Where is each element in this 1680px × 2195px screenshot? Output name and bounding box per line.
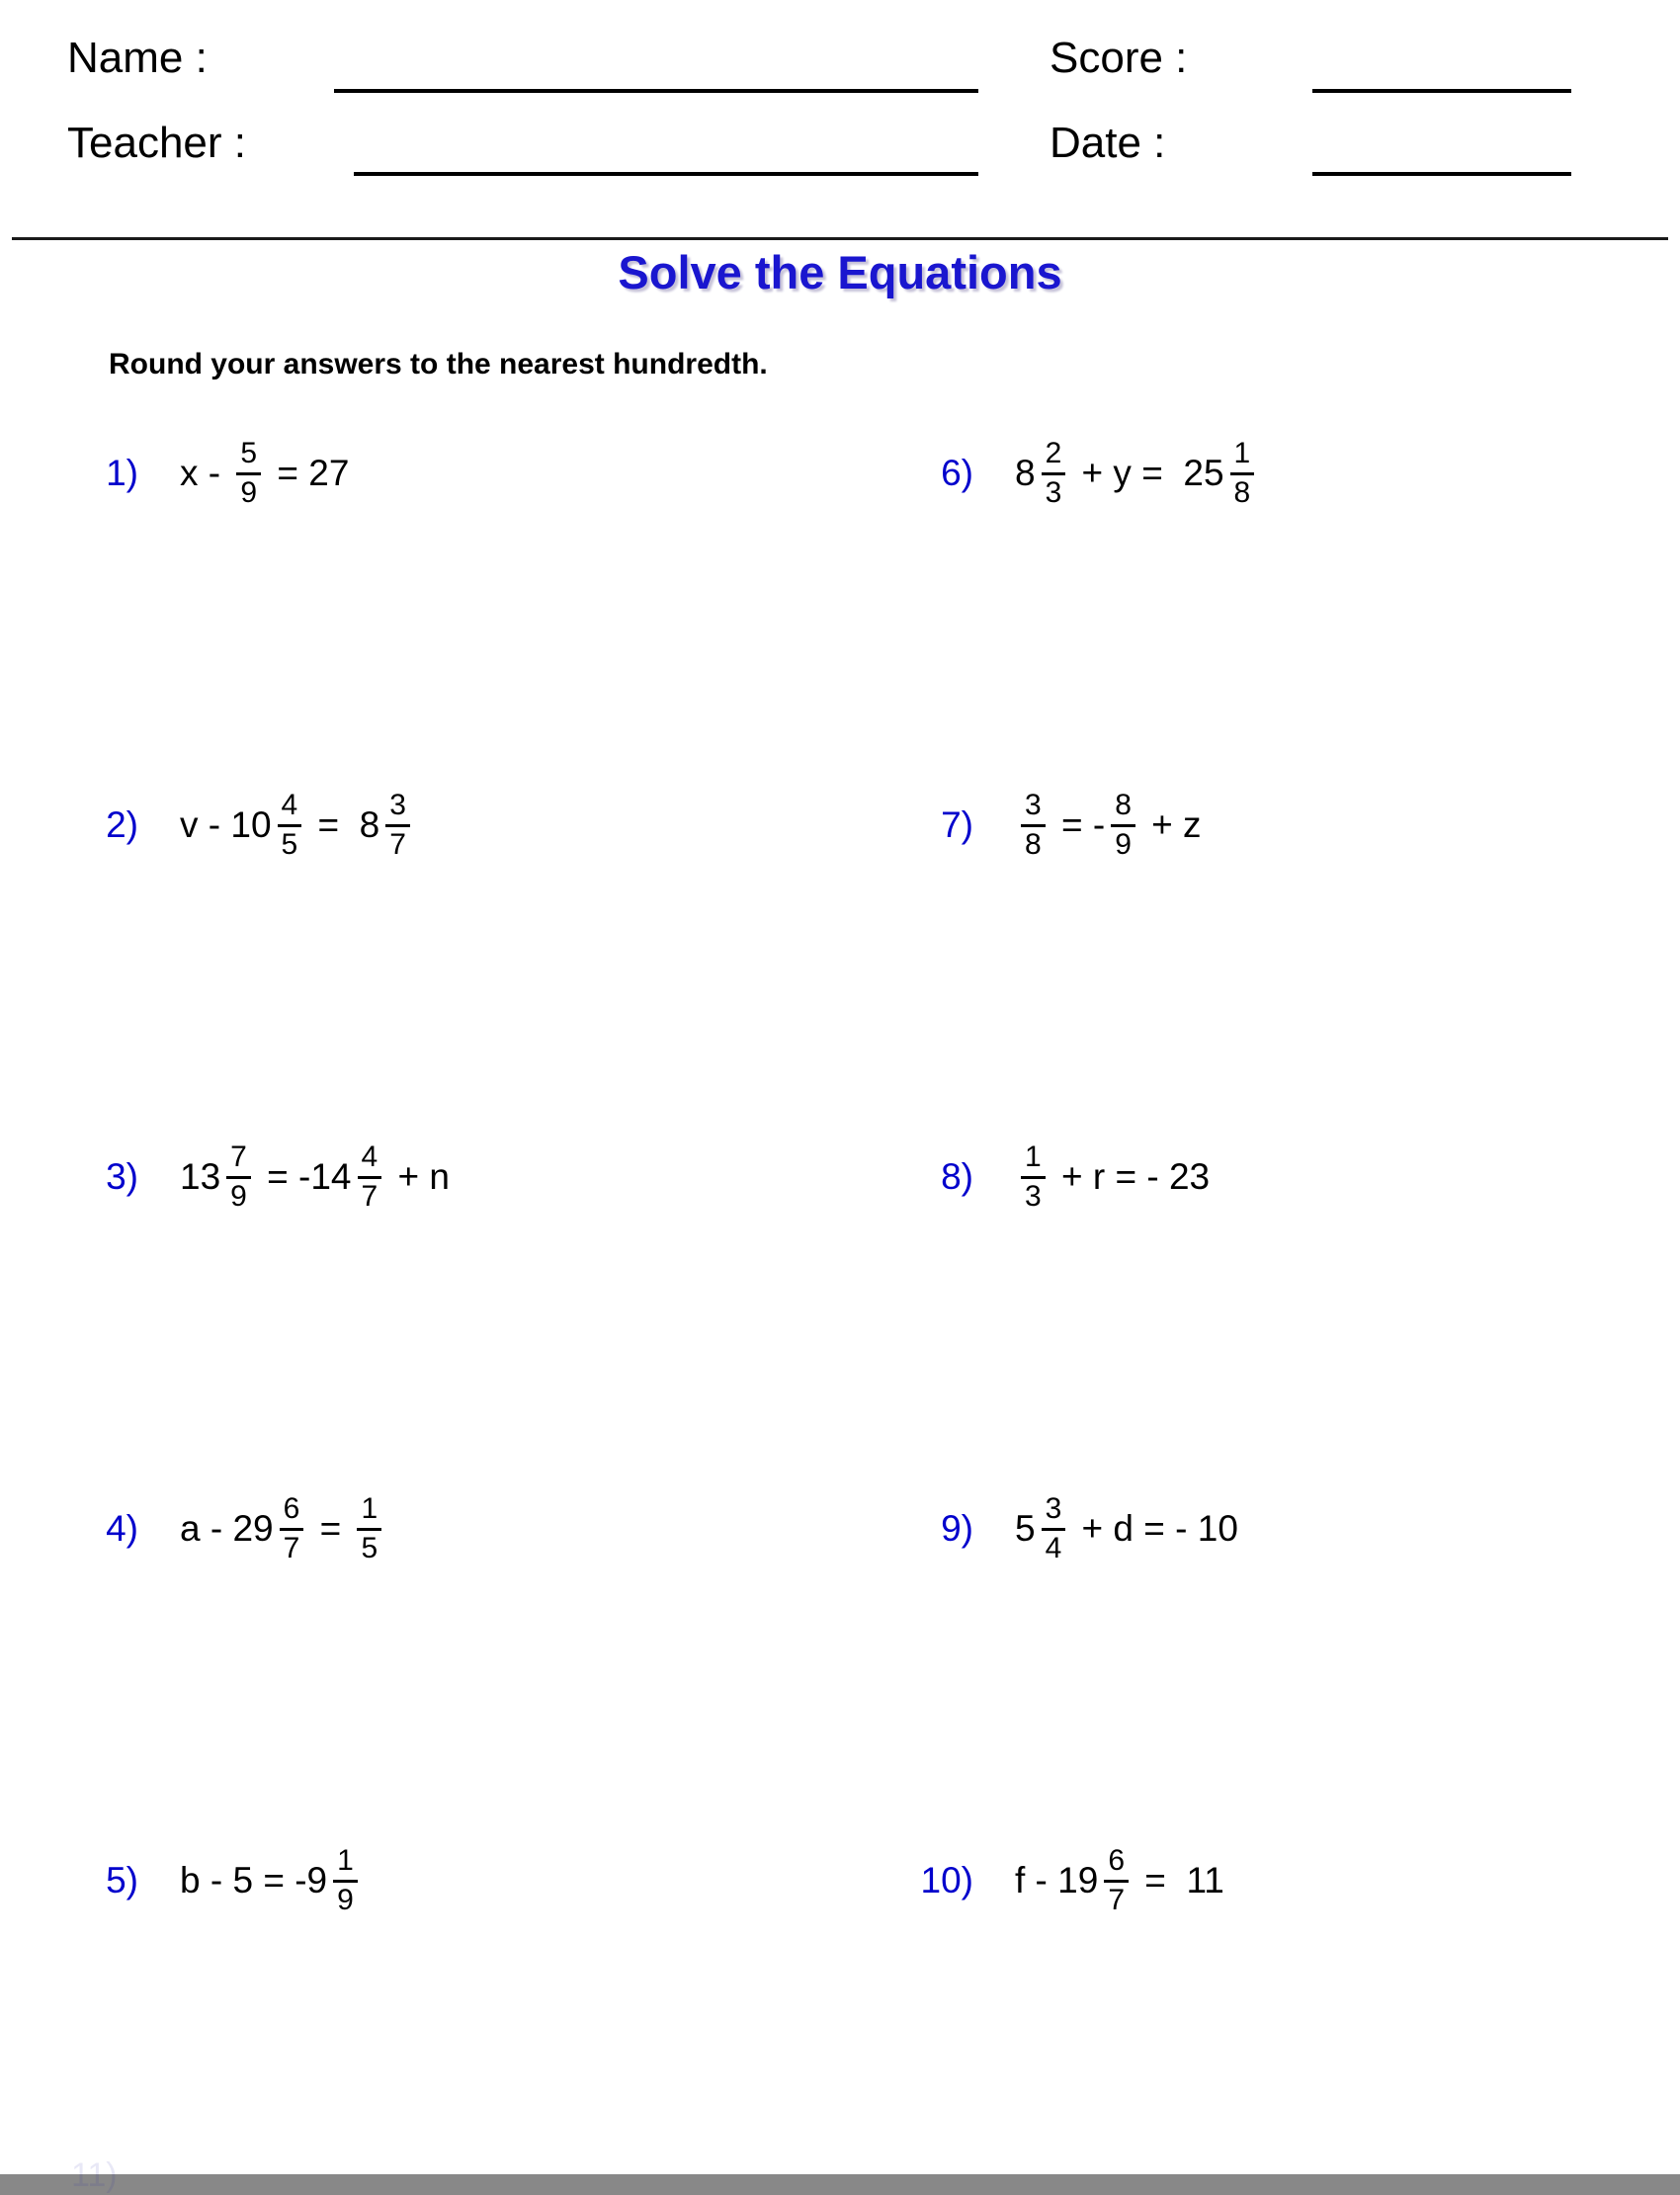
equation-text: = 8 [307,803,380,845]
fraction-denominator: 7 [1108,1883,1126,1916]
fraction [236,437,261,509]
problem-4 [69,1482,870,1564]
fraction-denominator: 9 [337,1883,354,1916]
equation [180,789,416,861]
fraction-numerator: 6 [280,1492,304,1531]
equation-text: 5 [1015,1507,1036,1549]
equation [180,1140,450,1213]
problem-number: 7) [941,803,973,845]
score-blank-line[interactable] [1312,89,1571,93]
fraction [385,789,410,861]
fraction-numerator: 7 [226,1140,251,1179]
fraction-denominator: 7 [361,1179,378,1213]
problem-10 [870,1834,1611,1916]
fraction [358,1140,382,1213]
equation-text: = 27 [267,452,350,493]
equation [1015,1140,1210,1213]
problem-5 [69,1834,870,1916]
equation-text: a - 29 [180,1507,274,1549]
problem-7 [870,779,1611,861]
teacher-label: Teacher : [67,119,246,167]
fraction-denominator: 7 [283,1531,300,1564]
equation [1015,1844,1224,1916]
fraction-denominator: 9 [230,1179,247,1213]
date-blank-line[interactable] [1312,172,1571,176]
problem-9 [870,1482,1611,1564]
equation-text: b - 5 = -9 [180,1859,328,1900]
clipped-next-problem-number: 11) [71,2156,118,2194]
fraction-numerator: 5 [236,437,261,475]
equation [180,1492,387,1564]
problem-number: 4) [106,1507,138,1549]
fraction-numerator: 4 [278,789,302,827]
fraction [1021,1140,1046,1213]
fraction [333,1844,358,1916]
fraction-denominator: 5 [361,1531,378,1564]
instruction-text: Round your answers to the nearest hundredth. [109,348,768,380]
problem-3 [69,1131,870,1213]
equation-text: = [309,1507,352,1549]
fraction-numerator: 1 [1230,437,1255,475]
fraction [226,1140,251,1213]
fraction-denominator: 7 [389,827,406,861]
fraction-denominator: 8 [1233,475,1251,509]
problem-number: 5) [106,1859,138,1900]
fraction-denominator: 3 [1025,1179,1042,1213]
equation-text: + r = - 23 [1050,1155,1211,1197]
fraction-numerator: 3 [1042,1492,1066,1531]
problem-number: 9) [941,1507,973,1549]
fraction [1042,437,1066,509]
problem-number: 8) [941,1155,973,1197]
problem-number: 3) [106,1155,138,1197]
equation [1015,437,1260,509]
equation-text: 13 [180,1155,221,1197]
equation-text: + z [1140,803,1202,845]
fraction-numerator: 3 [1021,789,1046,827]
equation-text: + y = 25 [1071,452,1224,493]
equation-text: = -14 [256,1155,352,1197]
problems-grid [69,427,1611,2186]
fraction-denominator: 8 [1025,827,1042,861]
problem-8 [870,1131,1611,1213]
problem-1 [69,427,870,509]
equation-text: 8 [1015,452,1036,493]
equation-text: + d = - 10 [1071,1507,1238,1549]
problem-6 [870,427,1611,509]
fraction-denominator: 4 [1045,1531,1062,1564]
equation-text: = - [1050,803,1106,845]
fraction [1111,789,1135,861]
fraction-numerator: 6 [1104,1844,1129,1883]
fraction [1230,437,1255,509]
fraction-numerator: 2 [1042,437,1066,475]
equation [1015,789,1202,861]
fraction-denominator: 3 [1045,475,1062,509]
equation-text: + n [387,1155,450,1197]
equation [180,437,349,509]
equation-text: v - 10 [180,803,272,845]
equation [1015,1492,1238,1564]
fraction [357,1492,381,1564]
problem-number: 10) [920,1859,973,1900]
fraction [278,789,302,861]
fraction [1021,789,1046,861]
name-label: Name : [67,34,208,82]
fraction-denominator: 5 [281,827,298,861]
fraction-numerator: 1 [333,1844,358,1883]
equation-text: = 11 [1134,1859,1224,1900]
fraction-numerator: 1 [1021,1140,1046,1179]
fraction [1042,1492,1066,1564]
name-blank-line[interactable] [334,89,978,93]
fraction-denominator: 9 [240,475,258,509]
fraction-numerator: 4 [358,1140,382,1179]
fraction-numerator: 3 [385,789,410,827]
problem-number: 6) [941,452,973,493]
equation [180,1844,364,1916]
fraction [280,1492,304,1564]
problem-2 [69,779,870,861]
fraction-denominator: 9 [1115,827,1132,861]
fraction [1104,1844,1129,1916]
header-divider-line [12,237,1668,240]
teacher-blank-line[interactable] [354,172,978,176]
page-title: Solve the Equations [618,246,1062,298]
problem-number: 1) [106,452,138,493]
equation-text: x - [180,452,231,493]
equation-text: f - 19 [1015,1859,1099,1900]
problem-number: 2) [106,803,138,845]
fraction-numerator: 1 [357,1492,381,1531]
date-label: Date : [1050,119,1166,167]
score-label: Score : [1050,34,1188,82]
fraction-numerator: 8 [1111,789,1135,827]
